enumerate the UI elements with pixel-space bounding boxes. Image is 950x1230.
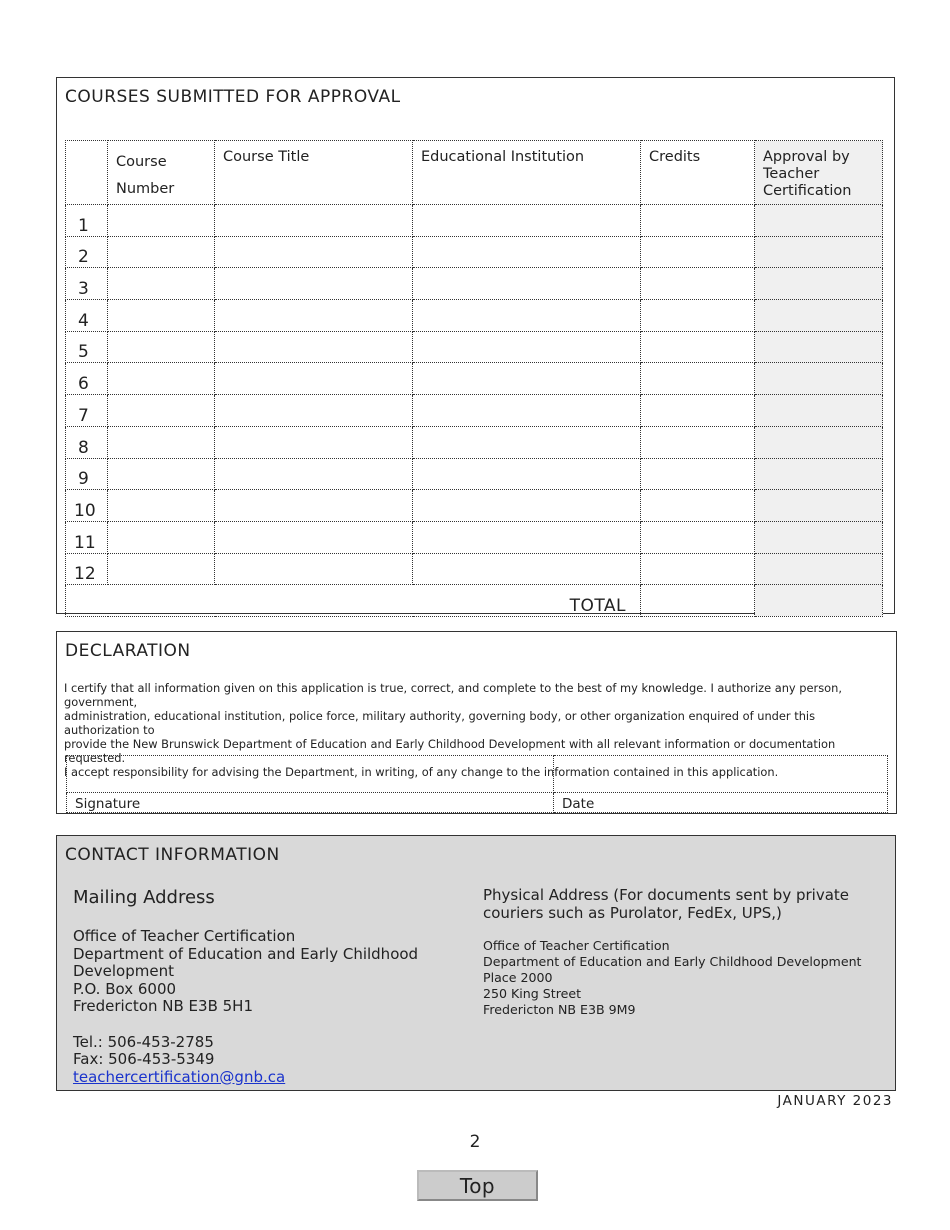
course-row: [66, 426, 883, 458]
email-link[interactable]: teachercertification@gnb.ca: [73, 1067, 286, 1086]
course-number-cell[interactable]: [108, 458, 215, 490]
credits-cell[interactable]: [641, 426, 755, 458]
course-title-cell[interactable]: [215, 331, 413, 363]
course-row: [66, 490, 883, 522]
approval-cell: [755, 458, 883, 490]
total-approval-cell: [755, 585, 883, 617]
course-number-cell[interactable]: [108, 300, 215, 332]
course-number-header: Course Number: [108, 141, 215, 205]
course-title-cell[interactable]: [215, 553, 413, 585]
approval-cell: [755, 553, 883, 585]
mailing-address: [73, 887, 418, 1086]
credits-cell[interactable]: [641, 205, 755, 237]
course-title-header: Course Title: [215, 141, 413, 205]
row-number: 11: [66, 521, 108, 553]
total-credits-cell[interactable]: [641, 585, 755, 617]
phone-number: Tel.: 506-453-2785: [73, 1032, 214, 1051]
institution-cell[interactable]: [413, 521, 641, 553]
total-row: [66, 585, 883, 617]
course-number-cell[interactable]: [108, 490, 215, 522]
courses-table: [65, 140, 883, 617]
credits-cell[interactable]: [641, 553, 755, 585]
row-number: 6: [66, 363, 108, 395]
credits-cell[interactable]: [641, 268, 755, 300]
credits-cell[interactable]: [641, 458, 755, 490]
institution-cell[interactable]: [413, 236, 641, 268]
course-title-cell[interactable]: [215, 236, 413, 268]
credits-cell[interactable]: [641, 363, 755, 395]
row-number: 2: [66, 236, 108, 268]
signature-field[interactable]: [67, 756, 554, 793]
institution-cell[interactable]: [413, 363, 641, 395]
institution-header: Educational Institution: [413, 141, 641, 205]
course-title-cell[interactable]: [215, 268, 413, 300]
course-number-cell[interactable]: [108, 268, 215, 300]
declaration-text: I certify that all information given on this application is true, correct, and complete to the best of my knowledge. I authorize any person, government, administration, educational institution, police force, military authority, governing body, or other organization enquired of under this authorization to provide the New Brunswick Department of Education and Early Childhood Development with all relevant information or documentation requested. I accept responsibility for advising the Department, in writing, of any change to the information contained in this application.: [64, 681, 842, 779]
course-row: [66, 521, 883, 553]
mailing-address-heading: Mailing Address: [73, 887, 215, 908]
institution-cell[interactable]: [413, 205, 641, 237]
course-row: [66, 395, 883, 427]
approval-cell: [755, 395, 883, 427]
course-number-cell[interactable]: [108, 426, 215, 458]
course-title-cell[interactable]: [215, 363, 413, 395]
course-number-cell[interactable]: [108, 395, 215, 427]
course-title-cell[interactable]: [215, 205, 413, 237]
physical-address-lines: Office of Teacher Certification Department of Education and Early Childhood Development Place 2000 250 King Street Fredericton NB E3B 9M9: [483, 938, 862, 1017]
row-number: 10: [66, 490, 108, 522]
course-title-cell[interactable]: [215, 395, 413, 427]
declaration-title: DECLARATION: [65, 641, 191, 661]
approval-cell: [755, 426, 883, 458]
approval-cell: [755, 205, 883, 237]
institution-cell[interactable]: [413, 268, 641, 300]
page-number: 2: [469, 1132, 481, 1152]
top-button[interactable]: Top: [417, 1170, 538, 1201]
row-number-header: [66, 141, 108, 205]
course-row: [66, 331, 883, 363]
approval-cell: [755, 521, 883, 553]
date-label: Date: [554, 793, 888, 813]
signature-table: [66, 755, 888, 813]
approval-cell: [755, 363, 883, 395]
mailing-address-lines: Office of Teacher Certification Department of Education and Early Childhood Development P.O. Box 6000 Fredericton NB E3B 5H1 Tel.: 506-453-2785 Fax: 506-453-5349 teachercertification@gnb.ca: [73, 927, 419, 1086]
course-title-cell[interactable]: [215, 521, 413, 553]
row-number: 7: [66, 395, 108, 427]
course-title-cell[interactable]: [215, 490, 413, 522]
credits-cell[interactable]: [641, 490, 755, 522]
course-title-cell[interactable]: [215, 300, 413, 332]
institution-cell[interactable]: [413, 490, 641, 522]
institution-cell[interactable]: [413, 331, 641, 363]
course-row: [66, 458, 883, 490]
institution-cell[interactable]: [413, 300, 641, 332]
row-number: 9: [66, 458, 108, 490]
course-title-cell[interactable]: [215, 458, 413, 490]
course-number-cell[interactable]: [108, 521, 215, 553]
institution-cell[interactable]: [413, 426, 641, 458]
institution-cell[interactable]: [413, 458, 641, 490]
institution-cell[interactable]: [413, 395, 641, 427]
fax-number: Fax: 506-453-5349: [73, 1050, 215, 1068]
credits-cell[interactable]: [641, 331, 755, 363]
course-row: [66, 205, 883, 237]
institution-cell[interactable]: [413, 553, 641, 585]
credits-cell[interactable]: [641, 300, 755, 332]
approval-cell: [755, 236, 883, 268]
row-number: 5: [66, 331, 108, 363]
row-number: 1: [66, 205, 108, 237]
row-number: 4: [66, 300, 108, 332]
row-number: 12: [66, 553, 108, 585]
course-row: [66, 300, 883, 332]
course-row: [66, 236, 883, 268]
approval-cell: [755, 490, 883, 522]
physical-address: [483, 887, 862, 1018]
row-number: 8: [66, 426, 108, 458]
courses-section-title: COURSES SUBMITTED FOR APPROVAL: [65, 87, 401, 107]
credits-cell[interactable]: [641, 236, 755, 268]
row-number: 3: [66, 268, 108, 300]
contact-title: CONTACT INFORMATION: [65, 845, 280, 865]
course-number-cell[interactable]: [108, 205, 215, 237]
course-row: [66, 363, 883, 395]
approval-cell: [755, 268, 883, 300]
credits-cell[interactable]: [641, 521, 755, 553]
courses-header-row: [66, 141, 883, 205]
course-row: [66, 268, 883, 300]
physical-address-heading: Physical Address (For documents sent by private couriers such as Purolator, FedEx, UPS,): [483, 886, 850, 922]
course-number-cell[interactable]: [108, 363, 215, 395]
total-label: TOTAL: [66, 585, 641, 617]
course-title-cell[interactable]: [215, 426, 413, 458]
approval-cell: [755, 300, 883, 332]
course-number-cell[interactable]: [108, 236, 215, 268]
date-field[interactable]: [554, 756, 888, 793]
credits-header: Credits: [641, 141, 755, 205]
revision-date: JANUARY 2023: [777, 1093, 893, 1109]
approval-header: Approval by Teacher Certification: [755, 141, 883, 205]
course-number-cell[interactable]: [108, 553, 215, 585]
credits-cell[interactable]: [641, 395, 755, 427]
course-row: [66, 553, 883, 585]
signature-label: Signature: [67, 793, 554, 813]
approval-cell: [755, 331, 883, 363]
course-number-cell[interactable]: [108, 331, 215, 363]
